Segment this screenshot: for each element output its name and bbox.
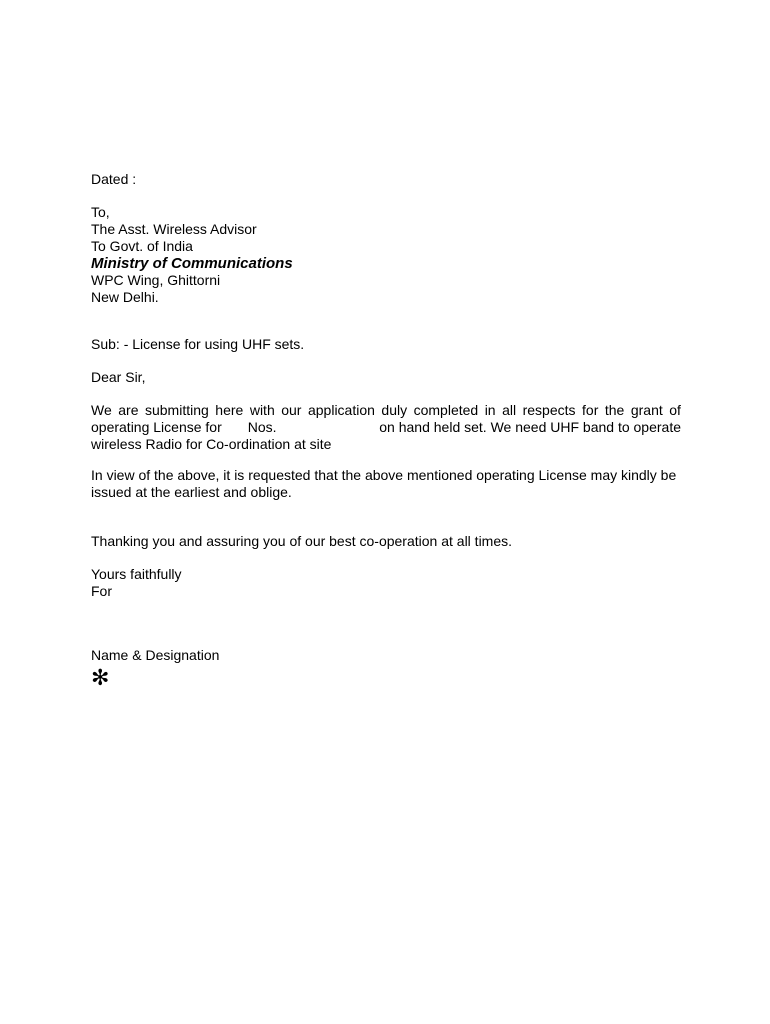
address-line-2: To Govt. of India — [91, 238, 193, 254]
subject-text: Sub: - License for using UHF sets. — [91, 336, 305, 352]
para1-word: with — [249, 402, 275, 418]
para1-word: in — [484, 402, 496, 418]
signature-block — [91, 647, 681, 664]
address-line-1: The Asst. Wireless Advisor — [91, 221, 257, 237]
paragraph-2-line-2: issued at the earliest and oblige. — [91, 484, 292, 500]
para1-word: for — [582, 402, 599, 418]
para1-word: submitting — [144, 402, 209, 418]
thanks-line — [91, 533, 681, 550]
address-line-3: WPC Wing, Ghittorni — [91, 272, 221, 288]
para1-word: We — [91, 402, 112, 418]
para1-line2-part-b: Nos. — [247, 419, 277, 435]
subject-line — [91, 336, 681, 353]
para1-word: duly — [381, 402, 408, 418]
address-ministry: Ministry of Communications — [91, 255, 293, 272]
thanks-text: Thanking you and assuring you of our best co-operation at all times. — [91, 533, 513, 549]
para1-word: all — [502, 402, 517, 418]
paragraph-1-line-3: wireless Radio for Co-ordination at site — [91, 436, 332, 452]
closing — [91, 566, 681, 600]
para1-word: are — [118, 402, 139, 418]
para1-word: completed — [413, 402, 479, 418]
para1-word: respects — [522, 402, 576, 418]
para1-line2-part-c: on hand held set. We need UHF band to operate — [379, 419, 681, 435]
para1-word: the — [604, 402, 625, 418]
name-designation: Name & Designation — [91, 647, 220, 663]
paragraph-1-line-1 — [91, 402, 681, 419]
para1-word: application — [307, 402, 375, 418]
para1-word: our — [281, 402, 302, 418]
paragraph-2-line-1: In view of the above, it is requested that the above mentioned operating License may kindly be — [91, 467, 677, 483]
para1-word: of — [669, 402, 681, 418]
para1-line2-part-a: operating License for — [91, 419, 222, 435]
recipient-address — [91, 204, 681, 306]
salutation — [91, 369, 681, 386]
paragraph-1-line-2 — [91, 419, 681, 436]
para1-word: here — [215, 402, 244, 418]
closing-text: Yours faithfully — [91, 566, 182, 582]
salutation-text: Dear Sir, — [91, 369, 146, 385]
dated-line — [91, 171, 681, 188]
for-label: For — [91, 583, 112, 599]
asterisk-mark — [91, 668, 681, 690]
para1-word: grant — [630, 402, 663, 418]
asterisk-icon: ✻ — [91, 666, 110, 691]
paragraph-application — [91, 402, 681, 453]
address-to: To, — [91, 204, 110, 220]
dated-label: Dated : — [91, 171, 137, 187]
address-line-4: New Delhi. — [91, 289, 159, 305]
paragraph-request — [91, 467, 681, 501]
